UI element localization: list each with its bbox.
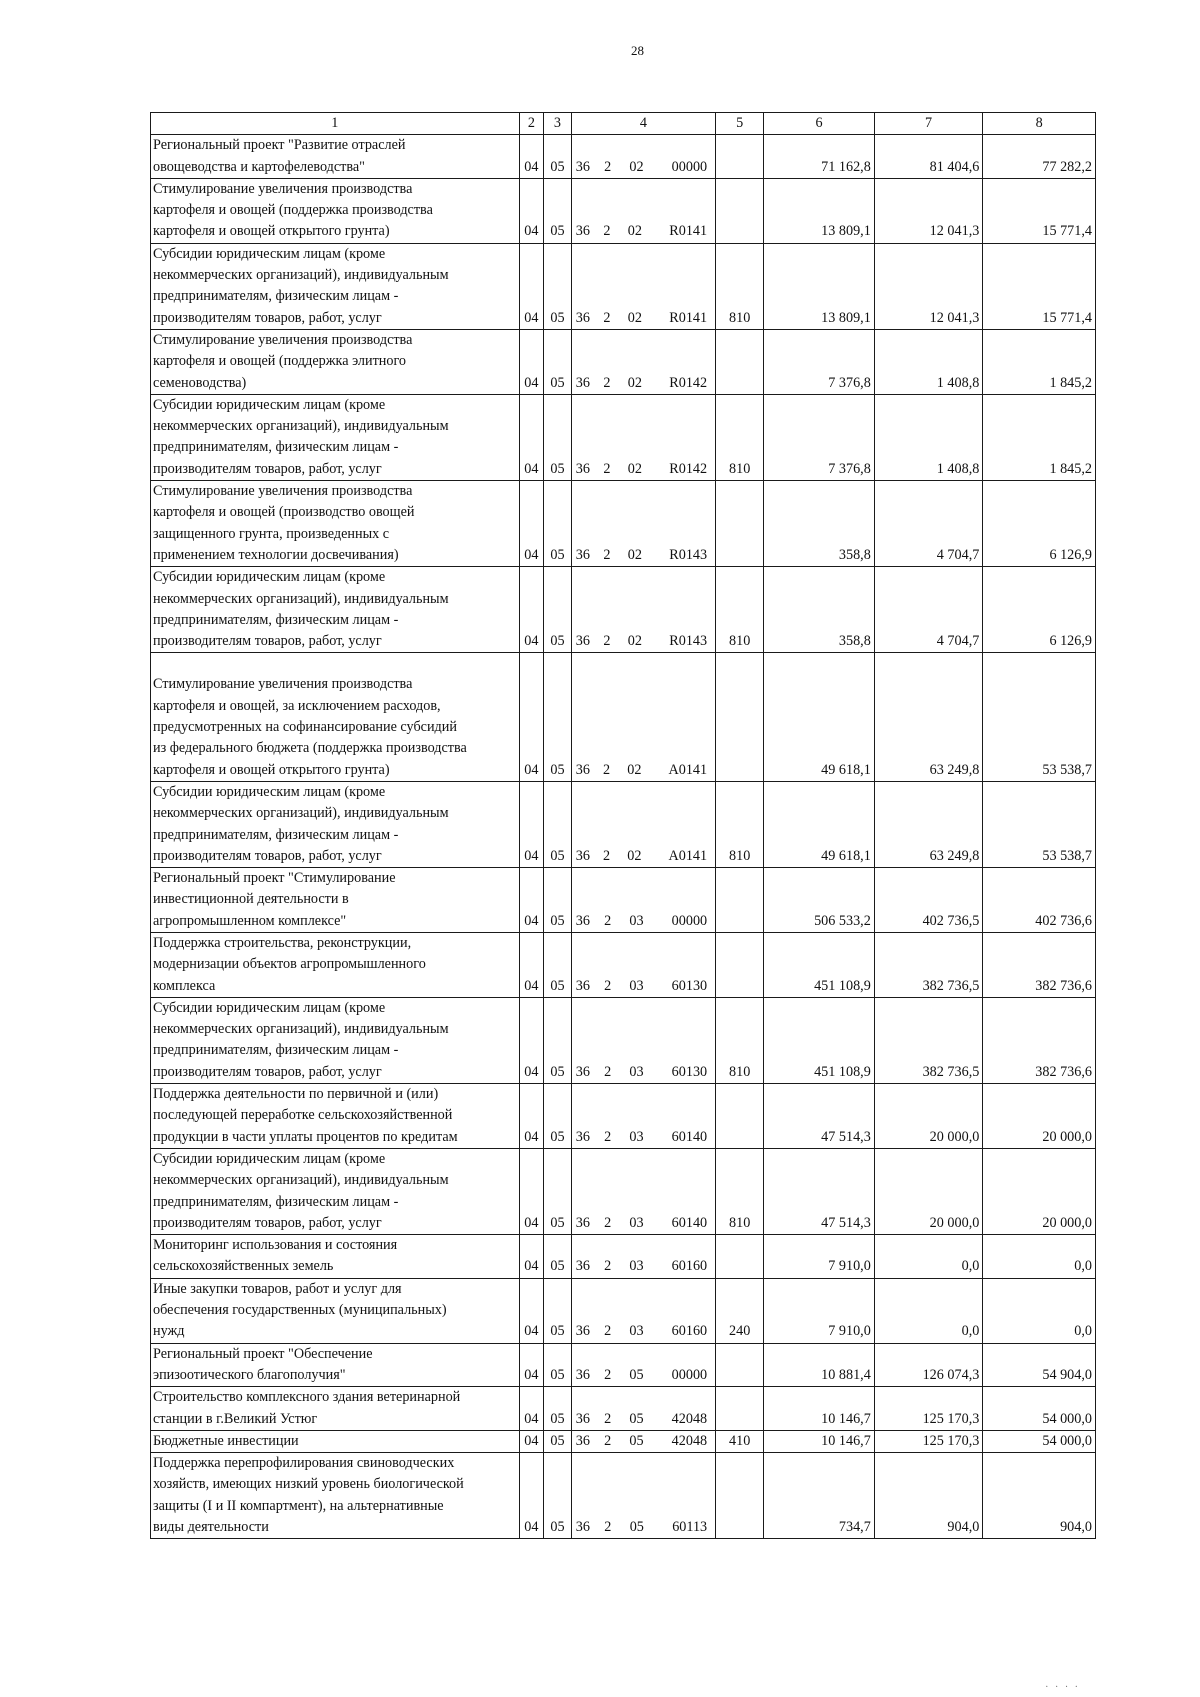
target-article-code [571,481,715,567]
code-part: 2 [603,223,611,240]
expense-type-code [716,135,764,179]
amount-col-7: 402 736,5 [874,868,983,933]
amount-col-6: 13 809,1 [764,243,875,329]
code-part: 36 [575,1128,590,1145]
target-article-code [571,1148,715,1234]
expense-type-code: 410 [716,1430,764,1452]
code-part: 02 [627,460,642,477]
expense-type-code: 810 [716,243,764,329]
code-part: 2 [603,761,611,778]
section-code: 04 [519,1453,544,1539]
row-name: Поддержка деятельности по первичной и (или) последующей переработке сельскохозяйственной продукции в части уплаты процентов по кредитам [151,1084,520,1149]
subsection-code: 05 [544,1278,572,1343]
code-part: 02 [627,761,642,778]
code-part: 2 [603,374,611,391]
code-part: 05 [629,1366,644,1383]
code-part: 03 [629,1214,644,1231]
target-article-code [571,868,715,933]
subsection-code: 05 [544,1084,572,1149]
code-part: 36 [575,633,590,650]
code-part: 36 [575,546,590,563]
target-article-code [571,781,715,867]
code-part: 02 [627,847,642,864]
code-part: 42048 [671,1432,708,1449]
code-part: 36 [575,1063,590,1080]
amount-col-6: 49 618,1 [764,653,875,781]
target-article-code [571,1430,715,1452]
amount-col-6: 451 108,9 [764,932,875,997]
code-part: 36 [575,1519,590,1535]
amount-col-6: 7 910,0 [764,1235,875,1279]
header-cell: 7 [874,113,983,135]
target-article-code [571,567,715,653]
header-cell: 5 [716,113,764,135]
amount-col-7: 20 000,0 [874,1084,983,1149]
expense-type-code [716,481,764,567]
section-code: 04 [519,932,544,997]
row-name: Региональный проект "Стимулирование инвестиционной деятельности в агропромышленном комплексе" [151,868,520,933]
code-part: 60140 [671,1214,708,1231]
code-part: 00000 [671,1366,708,1383]
target-article-code [571,1387,715,1431]
code-part: 36 [575,460,590,477]
row-name: Субсидии юридическим лицам (кроме некоммерческих организаций), индивидуальным предпринимателям, физическим лицам - производителям товаров, работ, услуг [151,394,520,480]
amount-col-8: 904,0 [983,1453,1096,1539]
target-article-code [571,653,715,781]
amount-col-7: 904,0 [874,1453,983,1539]
amount-col-6: 49 618,1 [764,781,875,867]
table-row [151,997,1096,1083]
target-article-code [571,243,715,329]
amount-col-8: 54 000,0 [983,1430,1096,1452]
expense-type-code: 810 [716,781,764,867]
table-row [151,329,1096,394]
subsection-code: 05 [544,1430,572,1452]
amount-col-6: 7 376,8 [764,329,875,394]
code-part: 2 [603,309,611,326]
table-row [151,1235,1096,1279]
code-part: 2 [604,977,612,994]
expense-type-code [716,868,764,933]
subsection-code: 05 [544,1235,572,1279]
expense-type-code [716,329,764,394]
expense-type-code [716,1343,764,1387]
code-part: 60140 [671,1128,708,1145]
table-row [151,1343,1096,1387]
code-part: 03 [629,1258,644,1275]
section-code: 04 [519,329,544,394]
section-code: 04 [519,1084,544,1149]
code-part: 60113 [672,1519,708,1535]
code-part: 36 [575,1214,590,1231]
code-part: 36 [575,223,590,240]
table-row [151,394,1096,480]
code-part: 2 [604,1323,612,1340]
code-part: 2 [604,158,612,175]
code-part: 05 [629,1410,644,1427]
expense-type-code: 810 [716,567,764,653]
table-row [151,1430,1096,1452]
code-part: 60130 [671,977,708,994]
code-part: 2 [603,460,611,477]
amount-col-8: 0,0 [983,1235,1096,1279]
expense-type-code [716,178,764,243]
target-article-code [571,997,715,1083]
row-name: Поддержка перепрофилирования свиноводческих хозяйств, имеющих низкий уровень биологической защиты (I и II компартмент), на альтернативные виды деятельности [151,1453,520,1539]
table-row [151,1084,1096,1149]
amount-col-7: 126 074,3 [874,1343,983,1387]
amount-col-6: 13 809,1 [764,178,875,243]
scan-mark: · · · · [1045,1682,1080,1693]
row-name: Субсидии юридическим лицам (кроме некоммерческих организаций), индивидуальным предпринимателям, физическим лицам - производителям товаров, работ, услуг [151,567,520,653]
code-part: 2 [604,1214,612,1231]
amount-col-8: 6 126,9 [983,567,1096,653]
amount-col-6: 47 514,3 [764,1148,875,1234]
code-part: 03 [629,912,644,929]
subsection-code: 05 [544,1453,572,1539]
amount-col-7: 63 249,8 [874,653,983,781]
amount-col-8: 402 736,6 [983,868,1096,933]
expense-type-code: 810 [716,1148,764,1234]
code-part: 36 [575,1258,590,1275]
amount-col-8: 20 000,0 [983,1148,1096,1234]
amount-col-6: 506 533,2 [764,868,875,933]
row-name: Мониторинг использования и состояния сельскохозяйственных земель [151,1235,520,1279]
code-part: 03 [629,1128,644,1145]
code-part: 36 [575,847,590,864]
section-code: 04 [519,1235,544,1279]
section-code: 04 [519,997,544,1083]
amount-col-7: 12 041,3 [874,243,983,329]
code-part: 36 [575,912,590,929]
subsection-code: 05 [544,781,572,867]
row-name: Стимулирование увеличения производства картофеля и овощей (поддержка элитного семеноводства) [151,329,520,394]
subsection-code: 05 [544,1148,572,1234]
target-article-code [571,135,715,179]
section-code: 04 [519,394,544,480]
table-row [151,653,1096,781]
code-part: 2 [604,1128,612,1145]
amount-col-7: 81 404,6 [874,135,983,179]
code-part: 02 [627,374,642,391]
code-part: A0141 [668,847,708,864]
code-part: 03 [629,1063,644,1080]
row-name: Стимулирование увеличения производства картофеля и овощей, за исключением расходов, предусмотренных на софинансирование субсидий из федерального бюджета (поддержка производства картофеля и овощей открытого грунта) [151,653,520,781]
table-row [151,178,1096,243]
expense-type-code: 240 [716,1278,764,1343]
header-cell: 3 [544,113,572,135]
code-part: 36 [575,761,590,778]
amount-col-6: 10 881,4 [764,1343,875,1387]
amount-col-8: 1 845,2 [983,394,1096,480]
code-part: R0142 [669,460,708,477]
amount-col-6: 71 162,8 [764,135,875,179]
row-name: Субсидии юридическим лицам (кроме некоммерческих организаций), индивидуальным предпринимателям, физическим лицам - производителям товаров, работ, услуг [151,997,520,1083]
code-part: 00000 [671,912,708,929]
code-part: 36 [575,158,590,175]
code-part: 2 [603,847,611,864]
row-name: Региональный проект "Развитие отраслей овощеводства и картофелеводства" [151,135,520,179]
table-row [151,932,1096,997]
code-part: 2 [604,1366,612,1383]
section-code: 04 [519,1430,544,1452]
row-name: Поддержка строительства, реконструкции, модернизации объектов агропромышленного комплекса [151,932,520,997]
code-part: 2 [603,633,611,650]
table-row [151,135,1096,179]
amount-col-7: 125 170,3 [874,1387,983,1431]
code-part: 60130 [671,1063,708,1080]
section-code: 04 [519,178,544,243]
target-article-code [571,1278,715,1343]
code-part: 60160 [671,1258,708,1275]
code-part: 2 [603,546,611,563]
code-part: 05 [629,1519,644,1535]
row-name: Строительство комплексного здания ветеринарной станции в г.Великий Устюг [151,1387,520,1431]
amount-col-6: 7 376,8 [764,394,875,480]
table-row [151,1453,1096,1539]
code-part: 02 [627,309,642,326]
amount-col-8: 382 736,6 [983,997,1096,1083]
budget-table [150,112,1096,1539]
table-row [151,781,1096,867]
section-code: 04 [519,567,544,653]
subsection-code: 05 [544,481,572,567]
amount-col-7: 0,0 [874,1278,983,1343]
code-part: 2 [604,1432,612,1449]
subsection-code: 05 [544,329,572,394]
code-part: 00000 [671,158,708,175]
section-code: 04 [519,1148,544,1234]
subsection-code: 05 [544,135,572,179]
section-code: 04 [519,781,544,867]
row-name: Субсидии юридическим лицам (кроме некоммерческих организаций), индивидуальным предпринимателям, физическим лицам - производителям товаров, работ, услуг [151,1148,520,1234]
code-part: 36 [575,309,590,326]
subsection-code: 05 [544,394,572,480]
amount-col-7: 12 041,3 [874,178,983,243]
subsection-code: 05 [544,653,572,781]
section-code: 04 [519,653,544,781]
code-part: 36 [575,1323,590,1340]
amount-col-7: 4 704,7 [874,481,983,567]
row-name: Стимулирование увеличения производства картофеля и овощей (поддержка производства картофеля и овощей открытого грунта) [151,178,520,243]
row-name: Стимулирование увеличения производства картофеля и овощей (производство овощей защищенного грунта, произведенных с применением технологии досвечивания) [151,481,520,567]
code-part: 36 [575,1432,590,1449]
target-article-code [571,1235,715,1279]
code-part: 05 [629,1432,644,1449]
expense-type-code [716,1084,764,1149]
subsection-code: 05 [544,178,572,243]
amount-col-6: 10 146,7 [764,1430,875,1452]
code-part: 02 [627,546,642,563]
target-article-code [571,1453,715,1539]
amount-col-8: 53 538,7 [983,653,1096,781]
amount-col-6: 10 146,7 [764,1387,875,1431]
amount-col-7: 4 704,7 [874,567,983,653]
target-article-code [571,329,715,394]
header-cell: 4 [571,113,715,135]
code-part: R0143 [669,633,708,650]
code-part: 36 [575,977,590,994]
row-name: Бюджетные инвестиции [151,1430,520,1452]
section-code: 04 [519,135,544,179]
header-cell: 6 [764,113,875,135]
amount-col-6: 451 108,9 [764,997,875,1083]
amount-col-7: 0,0 [874,1235,983,1279]
table-row [151,567,1096,653]
code-part: 02 [627,223,642,240]
table-row [151,243,1096,329]
target-article-code [571,1343,715,1387]
header-cell: 1 [151,113,520,135]
subsection-code: 05 [544,868,572,933]
amount-col-7: 382 736,5 [874,932,983,997]
amount-col-6: 358,8 [764,481,875,567]
code-part: 36 [575,1410,590,1427]
code-part: 60160 [671,1323,708,1340]
amount-col-6: 7 910,0 [764,1278,875,1343]
subsection-code: 05 [544,997,572,1083]
subsection-code: 05 [544,1387,572,1431]
amount-col-6: 358,8 [764,567,875,653]
code-part: A0141 [668,761,708,778]
table-row [151,1278,1096,1343]
code-part: 2 [604,912,612,929]
row-name: Субсидии юридическим лицам (кроме некоммерческих организаций), индивидуальным предпринимателям, физическим лицам - производителям товаров, работ, услуг [151,781,520,867]
code-part: R0141 [669,309,708,326]
subsection-code: 05 [544,1343,572,1387]
table-row [151,481,1096,567]
expense-type-code [716,1453,764,1539]
amount-col-8: 54 904,0 [983,1343,1096,1387]
amount-col-8: 1 845,2 [983,329,1096,394]
code-part: 02 [627,633,642,650]
code-part: 2 [604,1410,612,1427]
code-part: 36 [575,1366,590,1383]
target-article-code [571,178,715,243]
amount-col-7: 1 408,8 [874,329,983,394]
code-part: 03 [629,977,644,994]
code-part: 03 [629,1323,644,1340]
amount-col-8: 6 126,9 [983,481,1096,567]
expense-type-code [716,1235,764,1279]
section-code: 04 [519,481,544,567]
header-row [151,113,1096,135]
table-row [151,1148,1096,1234]
section-code: 04 [519,1387,544,1431]
amount-col-6: 47 514,3 [764,1084,875,1149]
code-part: 36 [575,374,590,391]
amount-col-7: 125 170,3 [874,1430,983,1452]
amount-col-8: 53 538,7 [983,781,1096,867]
header-cell: 8 [983,113,1096,135]
code-part: R0141 [669,223,708,240]
expense-type-code: 810 [716,394,764,480]
amount-col-8: 20 000,0 [983,1084,1096,1149]
amount-col-8: 77 282,2 [983,135,1096,179]
table-row [151,868,1096,933]
expense-type-code [716,932,764,997]
amount-col-6: 734,7 [764,1453,875,1539]
subsection-code: 05 [544,932,572,997]
target-article-code [571,932,715,997]
amount-col-8: 0,0 [983,1278,1096,1343]
code-part: 42048 [671,1410,708,1427]
amount-col-8: 15 771,4 [983,243,1096,329]
expense-type-code: 810 [716,997,764,1083]
subsection-code: 05 [544,243,572,329]
code-part: R0142 [669,374,708,391]
target-article-code [571,394,715,480]
code-part: 2 [604,1519,612,1535]
amount-col-7: 382 736,5 [874,997,983,1083]
code-part: 2 [604,1063,612,1080]
section-code: 04 [519,1343,544,1387]
amount-col-7: 63 249,8 [874,781,983,867]
subsection-code: 05 [544,567,572,653]
code-part: 2 [604,1258,612,1275]
page-number: 28 [631,43,644,58]
section-code: 04 [519,243,544,329]
expense-type-code [716,1387,764,1431]
target-article-code [571,1084,715,1149]
section-code: 04 [519,1278,544,1343]
row-name: Региональный проект "Обеспечение эпизоотического благополучия" [151,1343,520,1387]
row-name: Иные закупки товаров, работ и услуг для обеспечения государственных (муниципальных) нужд [151,1278,520,1343]
amount-col-8: 15 771,4 [983,178,1096,243]
section-code: 04 [519,868,544,933]
code-part: 02 [629,158,644,175]
row-name: Субсидии юридическим лицам (кроме некоммерческих организаций), индивидуальным предпринимателям, физическим лицам - производителям товаров, работ, услуг [151,243,520,329]
amount-col-8: 54 000,0 [983,1387,1096,1431]
amount-col-7: 1 408,8 [874,394,983,480]
amount-col-7: 20 000,0 [874,1148,983,1234]
expense-type-code [716,653,764,781]
amount-col-8: 382 736,6 [983,932,1096,997]
code-part: R0143 [669,546,708,563]
header-cell: 2 [519,113,544,135]
table-row [151,1387,1096,1431]
